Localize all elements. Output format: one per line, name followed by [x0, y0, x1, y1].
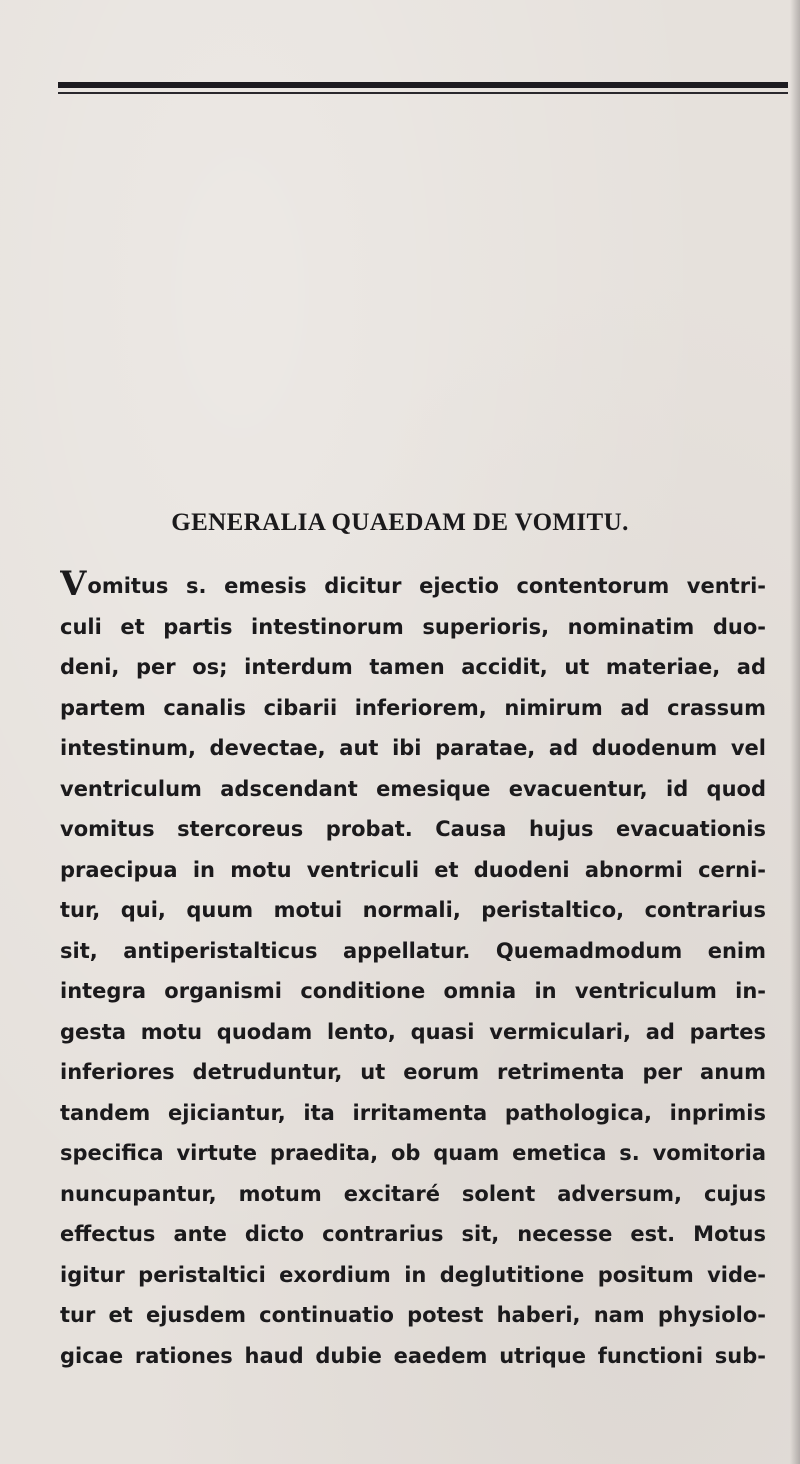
- initial-letter: V: [60, 566, 87, 604]
- text-line: inferiores detruduntur, ut eorum retrimenta per anum: [60, 1060, 766, 1084]
- text-line: nuncupantur, motum excitaré solent adversum, cujus: [60, 1181, 766, 1206]
- text-line: tur, qui, quum motui normali, peristaltico, contrarius: [60, 898, 766, 922]
- text-line: partem canalis cibarii inferiorem, nimirum ad crassum: [60, 695, 766, 720]
- text-line: culi et partis intestinorum superioris, nominatim duo-: [60, 614, 766, 639]
- text-line: sit, antiperistalticus appellatur. Quemadmodum enim: [60, 938, 766, 963]
- text-line: vomitus stercoreus probat. Causa hujus evacuationis: [60, 817, 766, 841]
- text-line: specifica virtute praedita, ob quam emetica s. vomitoria: [60, 1141, 766, 1165]
- text-line: intestinum, devectae, aut ibi paratae, ad duodenum vel: [60, 736, 766, 760]
- body-text: [60, 566, 766, 1376]
- text-line: igitur peristaltici exordium in deglutitione positum vide-: [60, 1262, 766, 1287]
- header-rule-thick: [58, 82, 788, 88]
- page-edge-shadow: [790, 0, 800, 1464]
- text-line: praecipua in motu ventriculi et duodeni abnormi cerni-: [60, 857, 766, 882]
- text-line: tandem ejiciantur, ita irritamenta pathologica, inprimis: [60, 1100, 766, 1125]
- header-rule-thin: [58, 92, 788, 94]
- text-line: deni, per os; interdum tamen accidit, ut materiae, ad: [60, 655, 766, 679]
- section-heading: GENERALIA QUAEDAM DE VOMITU.: [171, 509, 629, 536]
- text-line: tur et ejusdem continuatio potest haberi, nam physiolo-: [60, 1303, 766, 1327]
- text-line: gesta motu quodam lento, quasi vermiculari, ad partes: [60, 1019, 766, 1044]
- text-line: effectus ante dicto contrarius sit, necesse est. Motus: [60, 1222, 766, 1246]
- text-line: ventriculum adscendant emesique evacuentur, id quod: [60, 776, 766, 801]
- text-line: gicae rationes haud dubie eaedem utrique functioni sub-: [60, 1343, 766, 1368]
- text-line: Vomitus s. emesis dicitur ejectio contentorum ventri-: [60, 566, 766, 604]
- text-line: integra organismi conditione omnia in ventriculum in-: [60, 979, 766, 1003]
